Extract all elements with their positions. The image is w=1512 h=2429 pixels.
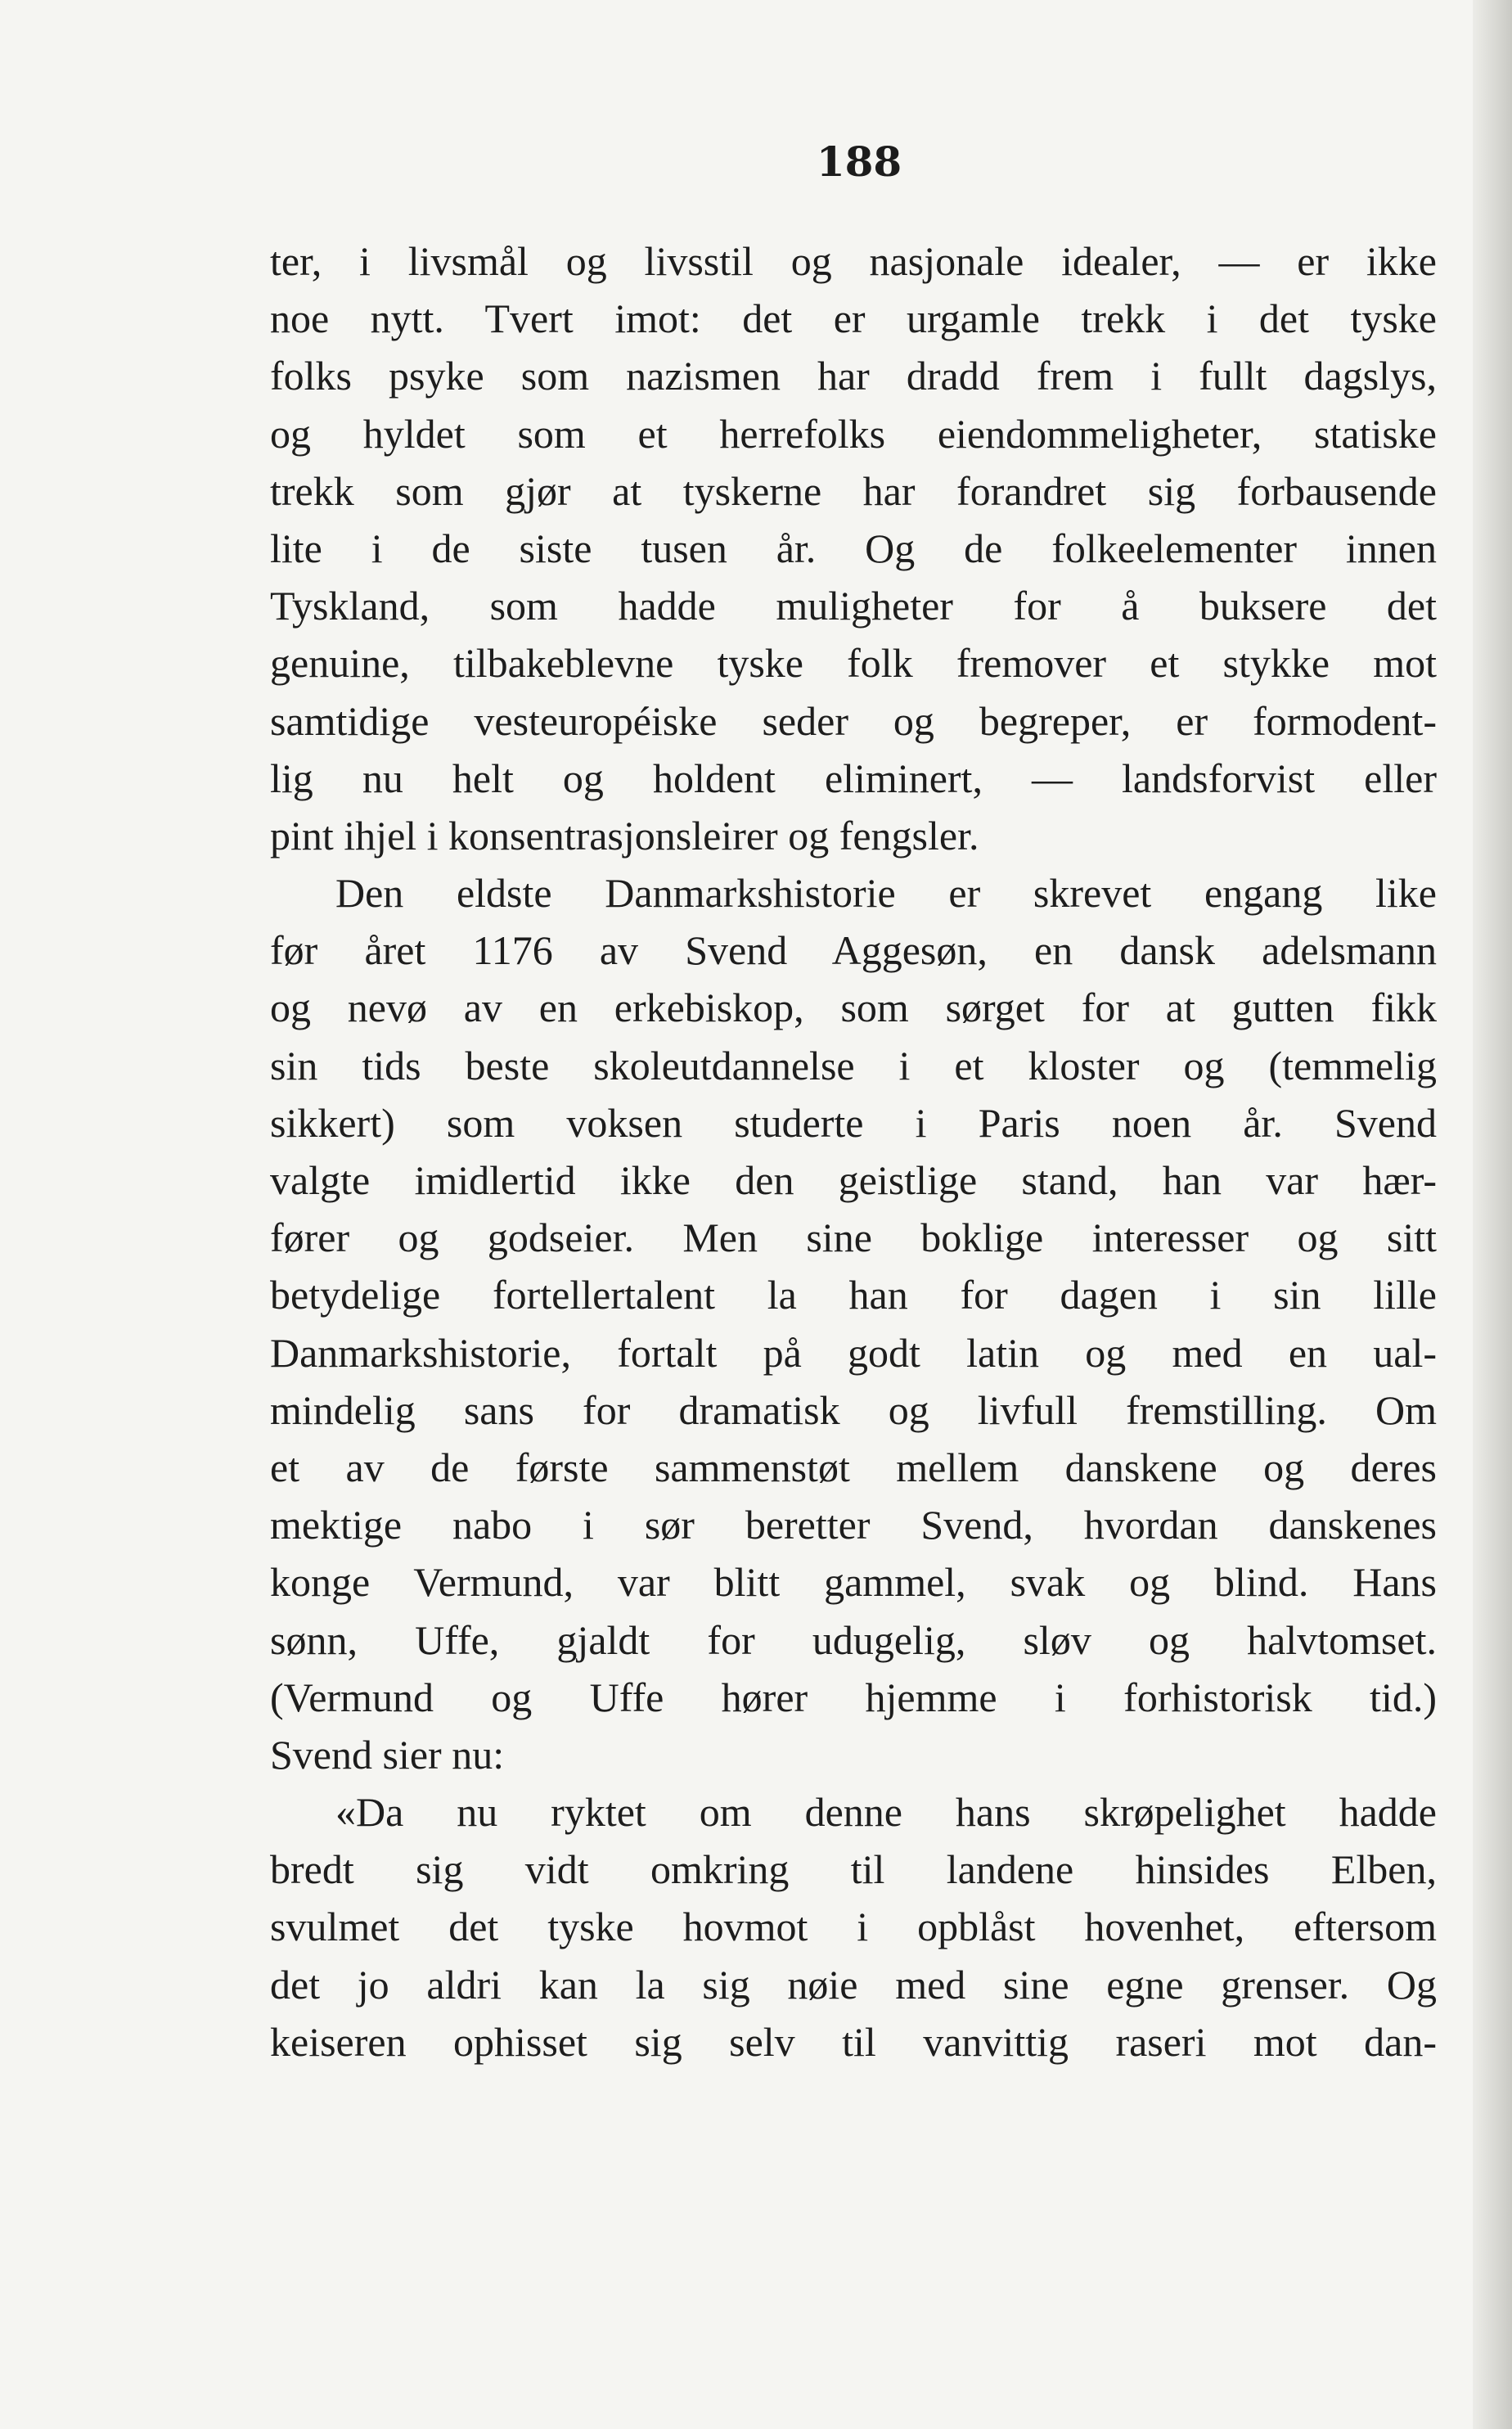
text-line: lite i de siste tusen år. Og de folkeelementer innen (270, 525, 1437, 571)
text-line: sin tids beste skoleutdannelse i et kloster og (temmelig (270, 1042, 1437, 1088)
text-line: konge Vermund, var blitt gammel, svak og blind. Hans (270, 1559, 1437, 1606)
text-line: samtidige vesteuropéiske seder og begreper, er formodent- (270, 697, 1437, 744)
text-line: sikkert) som voksen studerte i Paris noen år. Svend (270, 1099, 1437, 1146)
text-line: Svend sier nu: (270, 1731, 505, 1778)
text-line: bredt sig vidt omkring til landene hinsides Elben, (270, 1846, 1437, 1893)
text-line: «Da nu ryktet om denne hans skrøpelighet hadde (335, 1789, 1437, 1836)
text-line: valgte imidlertid ikke den geistlige stand, han var hær- (270, 1157, 1437, 1203)
text-line: Tyskland, som hadde muligheter for å buksere det (270, 583, 1437, 629)
text-line: keiseren ophisset sig selv til vanvittig raseri mot dan- (270, 2018, 1437, 2065)
text-line: et av de første sammenstøt mellem danskene og deres (270, 1444, 1437, 1490)
text-line: før året 1176 av Svend Aggesøn, en dansk adelsmann (270, 927, 1437, 974)
text-line: lig nu helt og holdent eliminert, — landsforvist eller (270, 755, 1437, 801)
text-line: noe nytt. Tvert imot: det er urgamle trekk i det tyske (270, 295, 1437, 342)
text-line: det jo aldri kan la sig nøie med sine egne grenser. Og (270, 1961, 1437, 2008)
text-line: betydelige fortellertalent la han for dagen i sin lille (270, 1272, 1437, 1318)
text-line: svulmet det tyske hovmot i opblåst hovenhet, eftersom (270, 1904, 1437, 1950)
text-line: og nevø av en erkebiskop, som sørget for at gutten fikk (270, 985, 1437, 1031)
text-line: folks psyke som nazismen har dradd frem i fullt dagslys, (270, 353, 1437, 399)
text-line: mektige nabo i sør beretter Svend, hvordan danskenes (270, 1502, 1437, 1548)
text-line: sønn, Uffe, gjaldt for udugelig, sløv og halvtomset. (270, 1616, 1437, 1663)
text-line: pint ihjel i konsentrasjonsleirer og fengsler. (270, 812, 979, 858)
text-line: ter, i livsmål og livsstil og nasjonale idealer, — er ikke (270, 238, 1437, 284)
text-line: og hyldet som et herrefolks eiendommeligheter, statiske (270, 410, 1437, 457)
page-number: 188 (816, 137, 902, 186)
text-line: (Vermund og Uffe hører hjemme i forhistorisk tid.) (270, 1674, 1437, 1720)
page-edge-shadow (1473, 0, 1512, 2429)
body-text (270, 232, 1437, 2071)
text-line: trekk som gjør at tyskerne har forandret sig forbausende (270, 467, 1437, 514)
text-line: Den eldste Danmarkshistorie er skrevet engang like (335, 870, 1437, 917)
text-line: mindelig sans for dramatisk og livfull fremstilling. Om (270, 1386, 1437, 1433)
text-line: genuine, tilbakeblevne tyske folk fremover et stykke mot (270, 640, 1437, 687)
text-line: Danmarkshistorie, fortalt på godt latin og med en ual- (270, 1329, 1437, 1376)
text-line: fører og godseier. Men sine boklige interesser og sitt (270, 1214, 1437, 1261)
